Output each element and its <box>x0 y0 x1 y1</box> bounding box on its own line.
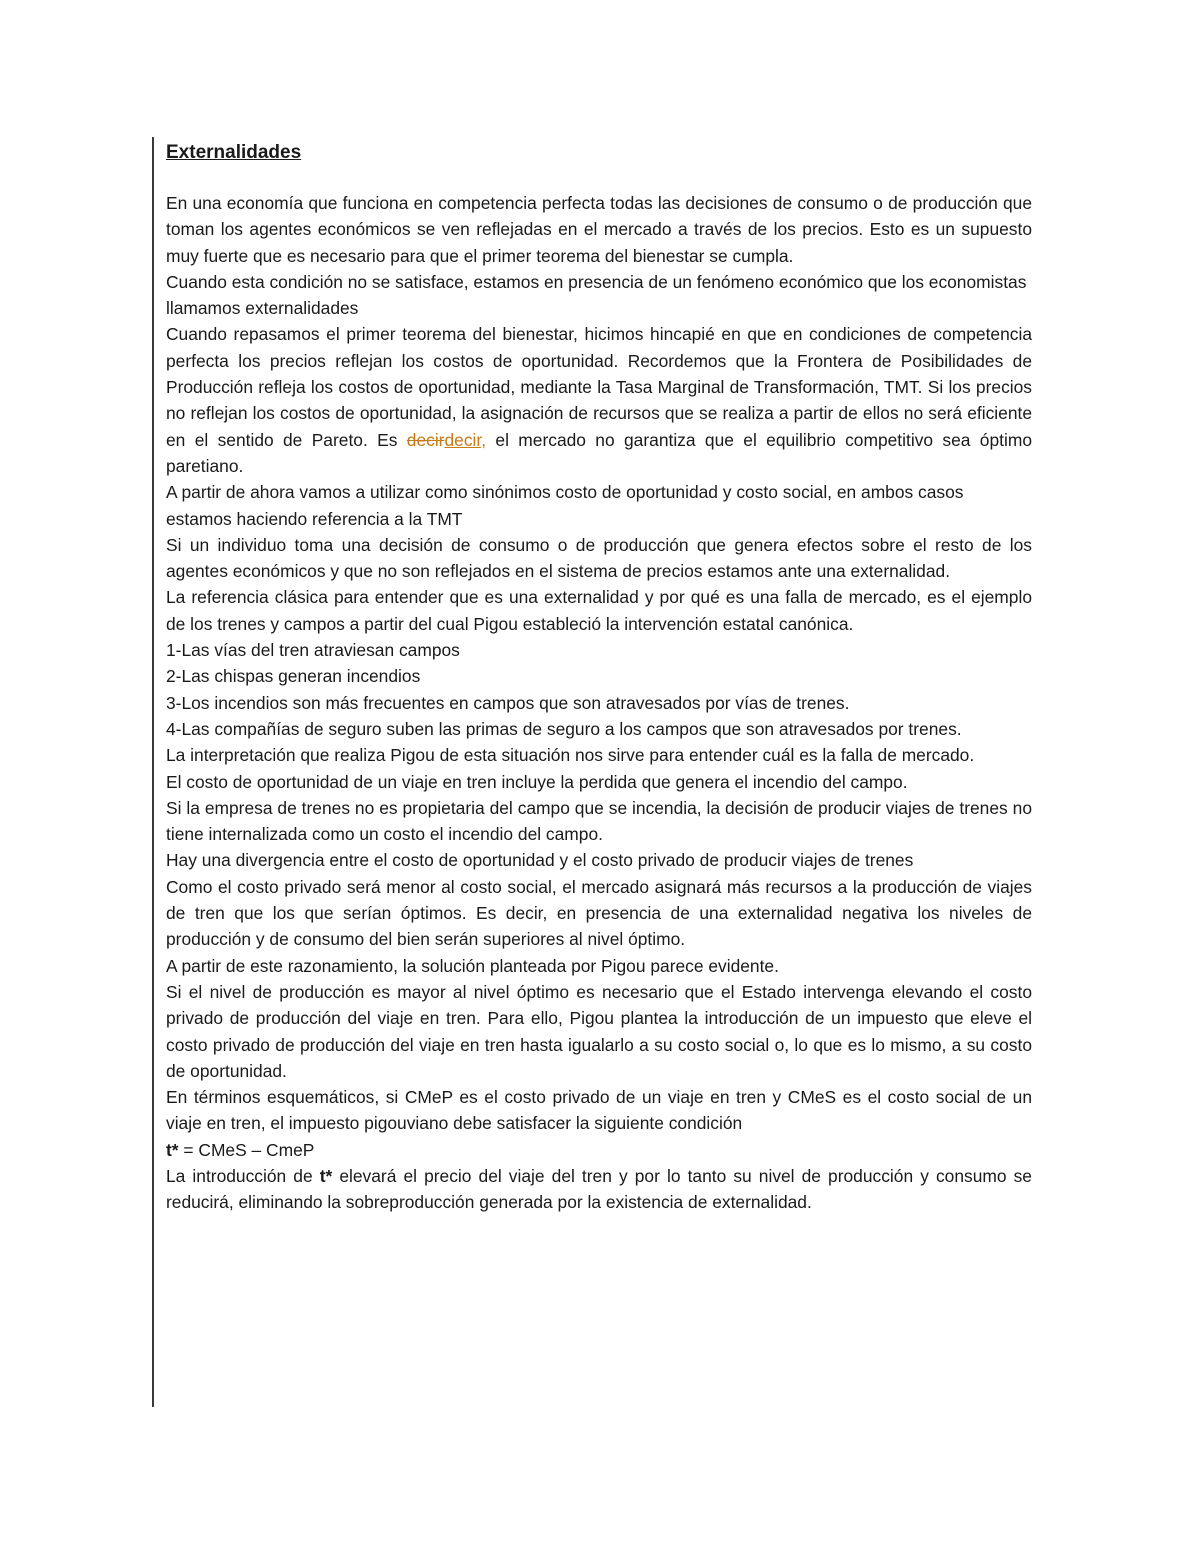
formula-expression: = CMeS – CmeP <box>178 1139 315 1160</box>
paragraph-first-theorem-end: el mercado no garantiza que el equilibrio competitivo sea óptimo paretiano. <box>166 429 1033 476</box>
paragraph-divergence: Hay una divergencia entre el costo de oportunidad y el costo privado de producir viajes de trenes <box>166 850 914 871</box>
tracked-deletion: decir <box>406 429 445 450</box>
paragraph-internalization: Si la empresa de trenes no es propietaria del campo que se incendia, la decisión de producir viajes de trenes no tiene internalizada como un costo el incendio del campo. <box>166 797 1032 845</box>
list-item: 2-Las chispas generan incendios <box>166 666 421 687</box>
document-body <box>166 138 1032 1216</box>
paragraph-intro: En una economía que funciona en competencia perfecta todas las decisiones de consumo o de producción que toman los agentes económicos se ven reflejadas en el mercado a través de los precios. Esto es un supuesto muy fuerte que es necesario para que el primer teorema del bienestar se cumpla. <box>166 193 1032 266</box>
paragraph-conclusion <box>166 1163 1032 1216</box>
paragraph-first-theorem-text: Cuando repasamos el primer teorema del bienestar, hicimos hincapié en que en condiciones de competencia perfecta los precios reflejan los costos de oportunidad. Recordemos que la Frontera de Posibilidades de Producción refleja los costos de oportunidad, mediante la Tasa Marginal de Transformación, TMT. Si los precios no reflejan los costos de oportunidad, la asignación de recursos que se realiza a partir de ellos no será eficiente en el sentido de Pareto. Es <box>166 324 1032 450</box>
document-title: Externalidades <box>166 142 302 163</box>
paragraph-condition: Cuando esta condición no se satisface, estamos en presencia de un fenómeno económico que los economistas llamamos externalidades <box>166 271 1027 319</box>
paragraph-classic-reference: La referencia clásica para entender que es una externalidad y por qué es una falla de mercado, es el ejemplo de los trenes y campos a partir del cual Pigou estableció la intervención estatal canónica. <box>166 587 1032 634</box>
paragraph-state-intervention: Si el nivel de producción es mayor al nivel óptimo es necesario que el Estado intervenga elevando el costo privado de producción del viaje en tren. Para ello, Pigou plantea la introducción de un impuesto que eleve el costo privado de producción del viaje en tren hasta igualarlo a su costo social o, lo que es lo mismo, a su costo de oportunidad. <box>166 981 1032 1081</box>
paragraph-opportunity-cost: El costo de oportunidad de un viaje en tren incluye la perdida que genera el incendio del campo. <box>166 771 908 792</box>
list-item: 4-Las compañías de seguro suben las primas de seguro a los campos que son atravesados por trenes. <box>166 718 962 739</box>
formula-line <box>166 1137 1032 1163</box>
paragraph-first-theorem <box>166 321 1032 479</box>
list-item: 1-Las vías del tren atraviesan campos <box>166 640 460 661</box>
revision-change-bar <box>152 137 154 1407</box>
paragraph-definition: Si un individuo toma una decisión de consumo o de producción que genera efectos sobre el resto de los agentes económicos y que no son reflejados en el sistema de precios estamos ante una externalidad. <box>166 534 1032 582</box>
formula-tax-symbol: t* <box>166 1139 179 1160</box>
paragraph-conclusion-start: La introducción de <box>166 1165 320 1186</box>
list-item: 3-Los incendios son más frecuentes en campos que son atravesados por vías de trenes. <box>166 692 850 713</box>
paragraph-schematic: En términos esquemáticos, si CMeP es el costo privado de un viaje en tren y CMeS es el costo social de un viaje en tren, el impuesto pigouviano debe satisfacer la siguiente condición <box>166 1087 1032 1134</box>
paragraph-market-allocation: Como el costo privado será menor al costo social, el mercado asignará más recursos a la producción de viajes de tren que los que serían óptimos. Es decir, en presencia de una externalidad negativa los niveles de producción y de consumo del bien serán superiores al nivel óptimo. <box>166 876 1032 950</box>
paragraph-pigou-solution: A partir de este razonamiento, la solución planteada por Pigou parece evidente. <box>166 955 779 976</box>
conclusion-tax-symbol: t* <box>319 1165 333 1186</box>
tracked-insertion: decir, <box>444 429 487 450</box>
paragraph-conclusion-end: elevará el precio del viaje del tren y por lo tanto su nivel de producción y consumo se reducirá, eliminando la sobreproducción generada por la existencia de externalidad. <box>166 1165 1032 1213</box>
paragraph-synonyms: A partir de ahora vamos a utilizar como sinónimos costo de oportunidad y costo social, en ambos casos estamos haciendo referencia a la TMT <box>166 482 964 529</box>
paragraph-interpretation: La interpretación que realiza Pigou de esta situación nos sirve para entender cuál es la falla de mercado. <box>166 745 975 766</box>
